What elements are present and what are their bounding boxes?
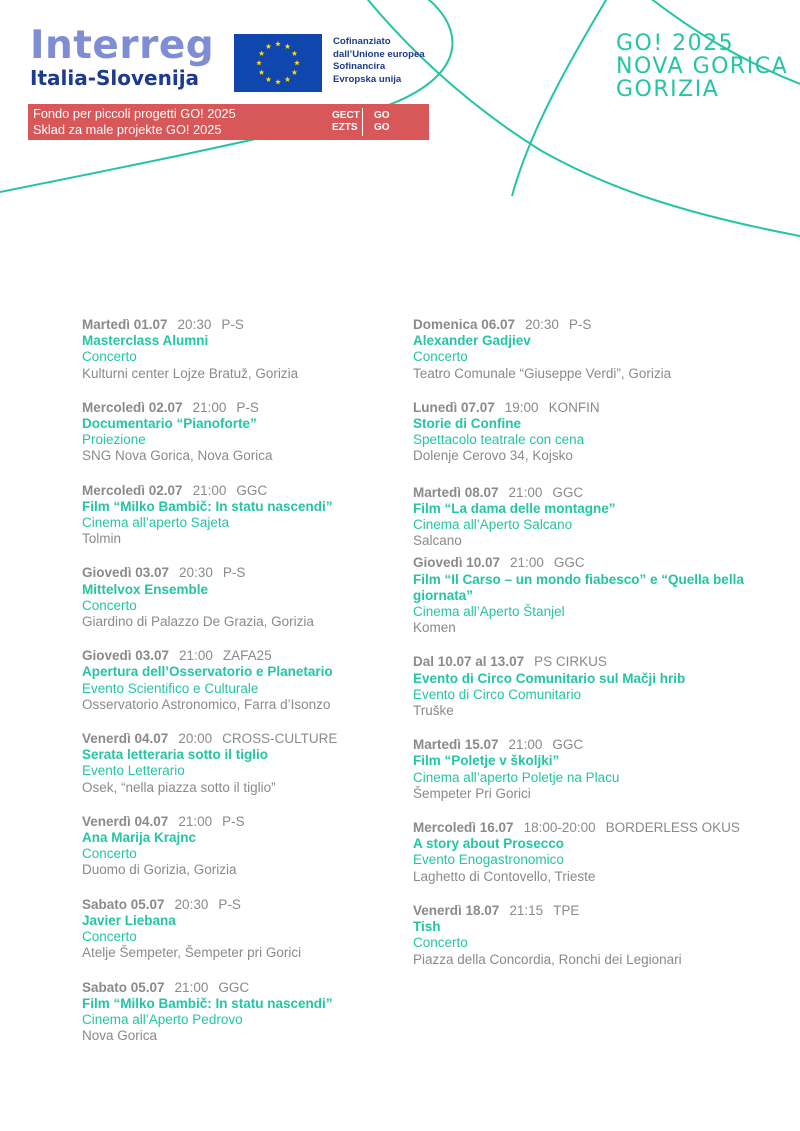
interreg-logo: [30, 23, 215, 90]
event-type: Concerto: [82, 349, 137, 365]
cofinance-line-3: Sofinancira: [333, 61, 386, 72]
event-item: [82, 980, 412, 1045]
event-title: Tish: [413, 919, 441, 935]
go2025-logo: [616, 32, 788, 101]
events-column-right: [413, 317, 783, 968]
go-label-2: GO: [374, 122, 390, 133]
event-time: 21:00: [192, 482, 227, 498]
event-type: Cinema all’aperto Sajeta: [82, 515, 230, 531]
eu-star-icon: [285, 76, 291, 81]
event-location: Nova Gorica: [82, 1028, 158, 1044]
gect-divider: [362, 108, 363, 136]
fund-banner: [28, 104, 429, 140]
event-header: [413, 737, 783, 753]
event-location: Laghetto di Contovello, Trieste: [413, 868, 596, 884]
event-type: Cinema all’Aperto Salcano: [413, 517, 573, 533]
event-title: Masterclass Alumni: [82, 333, 209, 349]
fund-line-it: Fondo per piccoli progetti GO! 2025: [33, 106, 236, 121]
go-go-label: [374, 110, 390, 134]
event-location: Teatro Comunale “Giuseppe Verdi”, Gorizia: [413, 365, 672, 381]
event-header: [82, 980, 412, 996]
eu-star-icon: [294, 60, 300, 65]
event-type: Cinema all’Aperto Štanjel: [413, 604, 565, 620]
event-title: A story about Prosecco: [413, 836, 565, 852]
fund-text: [33, 106, 236, 138]
event-organizer: TPE: [553, 902, 580, 918]
eu-flag-icon: [234, 34, 322, 92]
event-organizer: P-S: [218, 896, 241, 912]
eu-star-icon: [285, 44, 291, 49]
event-organizer: P-S: [236, 399, 259, 415]
go-logo-line-3: GORIZIA: [616, 77, 720, 102]
eu-star-icon: [266, 76, 272, 81]
event-type: Proiezione: [82, 432, 146, 448]
event-location: Dolenje Cerovo 34, Kojsko: [413, 448, 573, 464]
event-item: [413, 820, 783, 885]
event-date: Martedì 01.07: [82, 317, 168, 332]
event-organizer: CROSS-CULTURE: [222, 731, 338, 747]
event-date: Venerdì 18.07: [413, 902, 500, 918]
event-header: [82, 317, 412, 333]
event-title: Mittelvox Ensemble: [82, 581, 209, 597]
event-type: Evento di Circo Comunitario: [413, 686, 582, 702]
event-location: SNG Nova Gorica, Nova Gorica: [82, 448, 273, 464]
event-date: Sabato 05.07: [82, 979, 165, 995]
event-header: [82, 814, 412, 830]
event-location: Tolmin: [82, 531, 122, 547]
event-type: Concerto: [82, 846, 137, 862]
event-header: [413, 317, 783, 333]
event-location: Osservatorio Astronomico, Farra d’Isonzo: [82, 696, 331, 712]
event-title: Documentario “Pianoforte”: [82, 416, 257, 432]
event-title: Film “Il Carso – un mondo fiabesco” e “Quella bella giornata”: [413, 571, 744, 603]
event-location: Šempeter Pri Gorici: [413, 785, 531, 801]
event-header: [413, 654, 783, 670]
eu-star-icon: [275, 41, 281, 46]
event-date: Giovedì 10.07: [413, 555, 501, 571]
event-header: [82, 400, 412, 416]
event-date: Domenica 06.07: [413, 317, 516, 332]
event-time: 20:30: [177, 317, 212, 332]
event-date: Giovedì 03.07: [82, 648, 170, 664]
event-header: [413, 400, 783, 416]
eu-star-icon: [292, 70, 298, 75]
event-title: Serata letteraria sotto il tiglio: [82, 747, 269, 763]
event-item: [82, 565, 412, 630]
fund-line-sl: Sklad za male projekte GO! 2025: [33, 122, 222, 137]
cofinance-line-4: Evropska unija: [333, 73, 402, 85]
event-type: Cinema all’Aperto Pedrovo: [82, 1011, 243, 1027]
event-item: [413, 654, 783, 719]
event-title: Evento di Circo Comunitario sul Mačji hrib: [413, 670, 686, 686]
event-title: Film “Milko Bambič: In statu nascendi”: [82, 995, 333, 1011]
event-location: Giardino di Palazzo De Grazia, Gorizia: [82, 614, 314, 630]
event-location: Osek, “nella piazza sotto il tiglio”: [82, 779, 276, 795]
event-item: [82, 814, 412, 879]
event-organizer: P-S: [568, 317, 592, 332]
event-location: Salcano: [413, 533, 462, 549]
event-title: Alexander Gadjiev: [413, 333, 531, 349]
gect-logo: [332, 110, 390, 134]
ezts-label: EZTS: [332, 122, 358, 133]
event-organizer: ZAFA25: [222, 648, 272, 664]
event-date: Venerdì 04.07: [82, 731, 169, 747]
go-logo-line-2: NOVA GORICA: [616, 54, 789, 79]
go-label-1: GO: [374, 110, 390, 121]
event-time: 20:30: [179, 565, 213, 581]
event-date: Mercoledì 02.07: [82, 482, 183, 498]
event-header: [82, 648, 412, 664]
event-organizer: PS CIRKUS: [534, 654, 607, 670]
event-date: Martedì 15.07: [413, 737, 499, 753]
event-item: [82, 731, 412, 796]
event-organizer: P-S: [222, 813, 245, 829]
event-title: Apertura dell’Osservatorio e Planetario: [82, 664, 333, 680]
go-logo-line-1: GO! 2025: [616, 31, 735, 56]
event-date: Martedì 08.07: [413, 484, 499, 500]
event-type: Evento Letterario: [82, 763, 185, 779]
event-item: [413, 400, 783, 465]
event-type: Evento Scientifico e Culturale: [82, 680, 259, 696]
event-title: Film “Milko Bambič: In statu nascendi”: [82, 498, 333, 514]
event-organizer: P-S: [221, 317, 244, 332]
event-location: Kulturni center Lojze Bratuž, Gorizia: [82, 365, 299, 381]
eu-star-icon: [275, 79, 281, 84]
event-date: Mercoledì 16.07: [413, 820, 514, 836]
event-time: 21:00: [178, 813, 213, 829]
event-type: Concerto: [413, 349, 468, 365]
event-organizer: BORDERLESS OKUS: [605, 820, 740, 836]
event-header: [413, 820, 783, 836]
event-organizer: GGC: [552, 484, 584, 500]
event-header: [413, 555, 783, 571]
eu-star-icon: [292, 51, 298, 56]
event-item: [82, 317, 412, 382]
event-item: [82, 483, 412, 548]
eu-star-icon: [256, 60, 262, 65]
event-type: Spettacolo teatrale con cena: [413, 432, 585, 448]
event-time: 20:00: [178, 731, 213, 747]
cofinance-text: [333, 36, 425, 86]
event-time: 21:00: [508, 737, 543, 753]
event-location: Duomo di Gorizia, Gorizia: [82, 862, 237, 878]
event-date: Venerdì 04.07: [82, 813, 169, 829]
event-header: [82, 483, 412, 499]
event-location: Komen: [413, 620, 456, 636]
event-type: Evento Enogastronomico: [413, 852, 564, 868]
event-time: 19:00: [504, 399, 539, 415]
eu-star-icon: [266, 44, 272, 49]
event-date: Lunedì 07.07: [413, 399, 495, 415]
event-header: [413, 485, 783, 501]
event-location: Truške: [413, 703, 454, 719]
event-organizer: GGC: [236, 482, 268, 498]
event-organizer: GGC: [552, 737, 584, 753]
event-header: [82, 897, 412, 913]
event-organizer: KONFIN: [548, 399, 600, 415]
event-organizer: GGC: [553, 555, 585, 571]
event-date: Giovedì 03.07: [82, 565, 170, 581]
event-time: 20:30: [174, 896, 209, 912]
event-item: [82, 897, 412, 962]
eu-star-icon: [259, 51, 265, 56]
event-header: [82, 565, 412, 581]
event-date: Dal 10.07 al 13.07: [413, 654, 525, 670]
event-title: Javier Liebana: [82, 912, 176, 928]
event-title: Ana Marija Krajnc: [82, 830, 197, 846]
event-organizer: P-S: [222, 565, 246, 581]
event-item: [413, 903, 783, 968]
event-time: 20:30: [525, 317, 559, 332]
event-header: [82, 731, 412, 747]
event-time: 18:00-20:00: [523, 820, 596, 836]
event-title: Film “La dama delle montagne”: [413, 500, 616, 516]
event-time: 21:00: [508, 484, 543, 500]
event-time: 21:00: [192, 399, 227, 415]
event-item: [82, 648, 412, 713]
event-item: [413, 737, 783, 802]
event-item: [413, 317, 783, 382]
event-title: Storie di Confine: [413, 416, 521, 432]
event-time: 21:00: [174, 979, 209, 995]
event-type: Concerto: [82, 929, 137, 945]
events-column-left: [82, 317, 412, 1044]
cofinance-line-2: dall’Unione europea: [333, 48, 425, 60]
event-date: Mercoledì 02.07: [82, 399, 183, 415]
event-item: [413, 485, 783, 550]
event-type: Concerto: [413, 935, 468, 951]
event-date: Sabato 05.07: [82, 896, 165, 912]
event-item: [82, 400, 412, 465]
event-item: [413, 555, 783, 636]
event-organizer: GGC: [218, 979, 250, 995]
event-type: Concerto: [82, 597, 137, 613]
event-header: [413, 903, 783, 919]
event-time: 21:00: [510, 555, 544, 571]
event-title: Film “Poletje v školjki”: [413, 753, 560, 769]
event-location: Atelje Šempeter, Šempeter pri Gorici: [82, 945, 302, 961]
event-time: 21:00: [179, 648, 213, 664]
brand-program: Italia-Slovenija: [30, 66, 200, 90]
brand-name: Interreg: [30, 23, 215, 68]
event-type: Cinema all’aperto Poletje na Placu: [413, 769, 620, 785]
gect-label: GECT: [332, 110, 360, 121]
cofinance-line-1: Cofinanziato: [333, 36, 391, 47]
event-location: Piazza della Concordia, Ronchi dei Legionari: [413, 951, 682, 967]
event-time: 21:15: [509, 902, 544, 918]
eu-star-icon: [259, 70, 265, 75]
